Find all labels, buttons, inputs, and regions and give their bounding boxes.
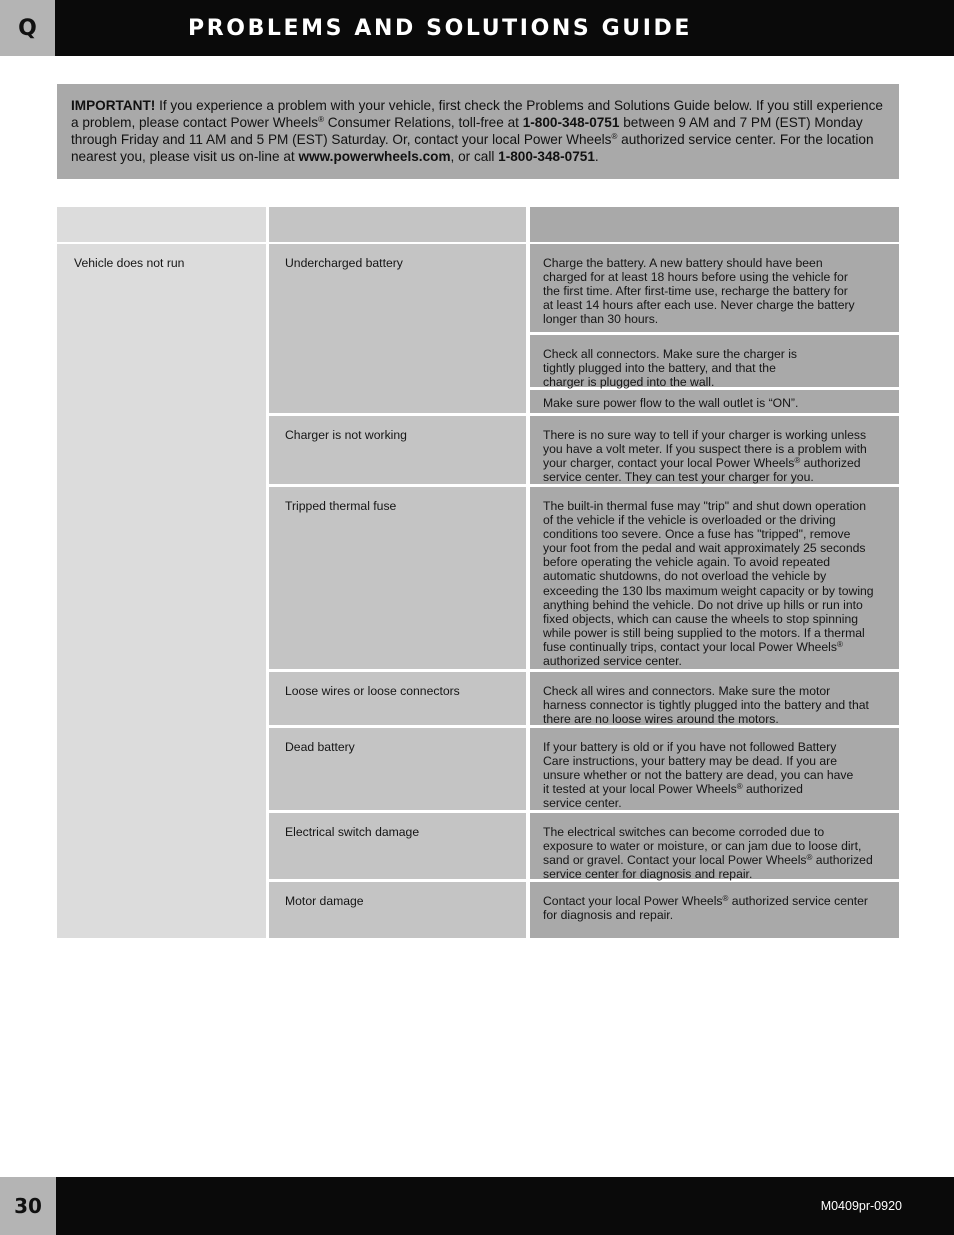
- section-tab: Q: [0, 0, 55, 56]
- text-line: conditions too severe. Once a fuse has "tripped", remove: [543, 527, 851, 542]
- text-line: for diagnosis and repair.: [543, 908, 674, 923]
- text-line: there are no loose wires around the motors.: [543, 712, 779, 727]
- text-line: anything behind the vehicle. Do not drive up hills or run into: [543, 597, 863, 612]
- solution-cell: [530, 728, 899, 810]
- text-line: of the vehicle if the vehicle is overloaded or the driving: [543, 513, 836, 528]
- notice-text: authorized service center. For the location nearest you, please visit us on-line at: [71, 132, 874, 164]
- cause-text: Electrical switch damage: [285, 825, 420, 839]
- important-notice: [57, 84, 899, 179]
- text-line: There is no sure way to tell if your charger is working unless: [543, 428, 867, 442]
- text-line: fuse continually trips, contact your local Power Wheels®: [543, 639, 843, 654]
- text-line: charged for at least 18 hours before using the vehicle for: [543, 270, 848, 285]
- text-line: Charge the battery. A new battery should have been: [543, 256, 823, 270]
- cause-cell: [269, 487, 526, 669]
- registered-mark: ®: [736, 782, 743, 792]
- registered-mark: ®: [611, 132, 618, 141]
- notice-text: , or call: [450, 149, 499, 164]
- text-line: the first time. After first-time use, recharge the battery for: [543, 284, 848, 299]
- phone-number: 1-800-348-0751: [498, 149, 595, 164]
- text-line: automatic shutdowns, do not overload the vehicle by: [543, 569, 827, 584]
- solution-cell: [530, 672, 899, 725]
- solution-cell: [530, 487, 899, 669]
- page-header-bar: [0, 0, 954, 56]
- text-line: service center. They can test your charger for you.: [543, 470, 814, 485]
- cause-text: Dead battery: [285, 740, 355, 754]
- text-line: If your battery is old or if you have not followed Battery: [543, 740, 837, 754]
- text-line: unsure whether or not the battery are dead, you can have: [543, 768, 854, 783]
- notice-text: Consumer Relations, toll-free at: [323, 115, 523, 130]
- text-line: charger is plugged into the wall.: [543, 375, 715, 390]
- text-line: at least 14 hours after each use. Never charge the battery: [543, 298, 855, 313]
- cause-cell: [269, 728, 526, 810]
- text-line: your foot from the pedal and wait approximately 25 seconds: [543, 541, 866, 556]
- text-line: exposure to water or moisture, or can jam due to loose dirt,: [543, 839, 862, 854]
- text-line: Make sure power flow to the wall outlet is “ON”.: [543, 396, 799, 410]
- solution-cell: [530, 390, 899, 413]
- cause-text: Undercharged battery: [285, 256, 403, 270]
- registered-mark: ®: [722, 894, 729, 903]
- text-line: Contact your local Power Wheels® authorized service center: [543, 894, 868, 908]
- text-line: Check all wires and connectors. Make sure the motor: [543, 684, 831, 698]
- text-line: service center.: [543, 796, 622, 811]
- problem-text: Vehicle does not run: [74, 256, 185, 270]
- solution-cell: [530, 416, 899, 484]
- text-line: Care instructions, your battery may be dead. If you are: [543, 754, 837, 769]
- registered-mark: ®: [318, 115, 324, 124]
- solution-cell: [530, 882, 899, 938]
- text-line: longer than 30 hours.: [543, 312, 659, 327]
- notice-important-label: IMPORTANT!: [71, 98, 156, 113]
- text-line: while power is still being supplied to the motors. If a thermal: [543, 625, 865, 640]
- text-line: Check all connectors. Make sure the charger is: [543, 347, 798, 361]
- header-possible-cause: [269, 207, 526, 242]
- registered-mark: ®: [806, 853, 813, 863]
- document-code: M0409pr-0920: [820, 1199, 902, 1213]
- solution-cell: [530, 813, 899, 882]
- text-line: fixed objects, which can cause the wheels to stop spinning: [543, 611, 859, 626]
- page-number: 30: [0, 1177, 56, 1235]
- cause-cell: [269, 813, 526, 879]
- notice-text: .: [594, 149, 599, 164]
- cause-cell: [269, 244, 526, 413]
- text-line: authorized service center.: [543, 654, 682, 669]
- text-line: exceeding the 130 lbs maximum weight capacity or by towing: [543, 583, 874, 598]
- text-line: harness connector is tightly plugged into the battery and that: [543, 698, 869, 713]
- notice-text: If you experience a problem with your vehicle, first check the Problems and Solutions Guide below. If you still experience a problem, please contact Power Wheels: [71, 98, 883, 130]
- notice-text: between 9 AM and 7 PM (EST) Monday through Friday and 11 AM and 5 PM (EST) Saturday. Or, contact your local Power Wheels: [71, 115, 863, 147]
- text-line: before operating the vehicle again. To avoid repeated: [543, 555, 831, 570]
- cause-cell: [269, 416, 526, 484]
- cause-cell: [269, 672, 526, 725]
- page-title: PROBLEMS AND SOLUTIONS GUIDE: [188, 16, 692, 41]
- text-line: your charger, contact your local Power Wheels® authorized: [543, 456, 861, 471]
- text-line: service center for diagnosis and repair.: [543, 867, 753, 882]
- cause-text: Loose wires or loose connectors: [285, 684, 460, 698]
- text-line: sand or gravel. Contact your local Power Wheels® authorized: [543, 853, 873, 868]
- text-line: The built-in thermal fuse may "trip" and shut down operation: [543, 499, 866, 513]
- website-link[interactable]: www.powerwheels.com: [298, 149, 451, 164]
- registered-mark: ®: [837, 639, 843, 649]
- header-problem: [57, 207, 266, 242]
- cause-text: Tripped thermal fuse: [285, 499, 397, 513]
- text-line: tightly plugged into the battery, and that the: [543, 361, 776, 376]
- cause-cell: [269, 882, 526, 938]
- page-footer-bar: [0, 1177, 954, 1235]
- text-line: you have a volt meter. If you suspect there is a problem with: [543, 442, 867, 457]
- cause-text: Charger is not working: [285, 428, 407, 442]
- phone-number: 1-800-348-0751: [522, 115, 620, 130]
- text-line: it tested at your local Power Wheels® authorized: [543, 782, 803, 797]
- problem-cell: [57, 244, 266, 938]
- solution-cell: [530, 335, 899, 390]
- solution-cell: [530, 244, 899, 332]
- registered-mark: ®: [794, 456, 801, 466]
- cause-text: Motor damage: [285, 894, 364, 908]
- text-line: The electrical switches can become corroded due to: [543, 825, 825, 839]
- header-solution: [530, 207, 899, 242]
